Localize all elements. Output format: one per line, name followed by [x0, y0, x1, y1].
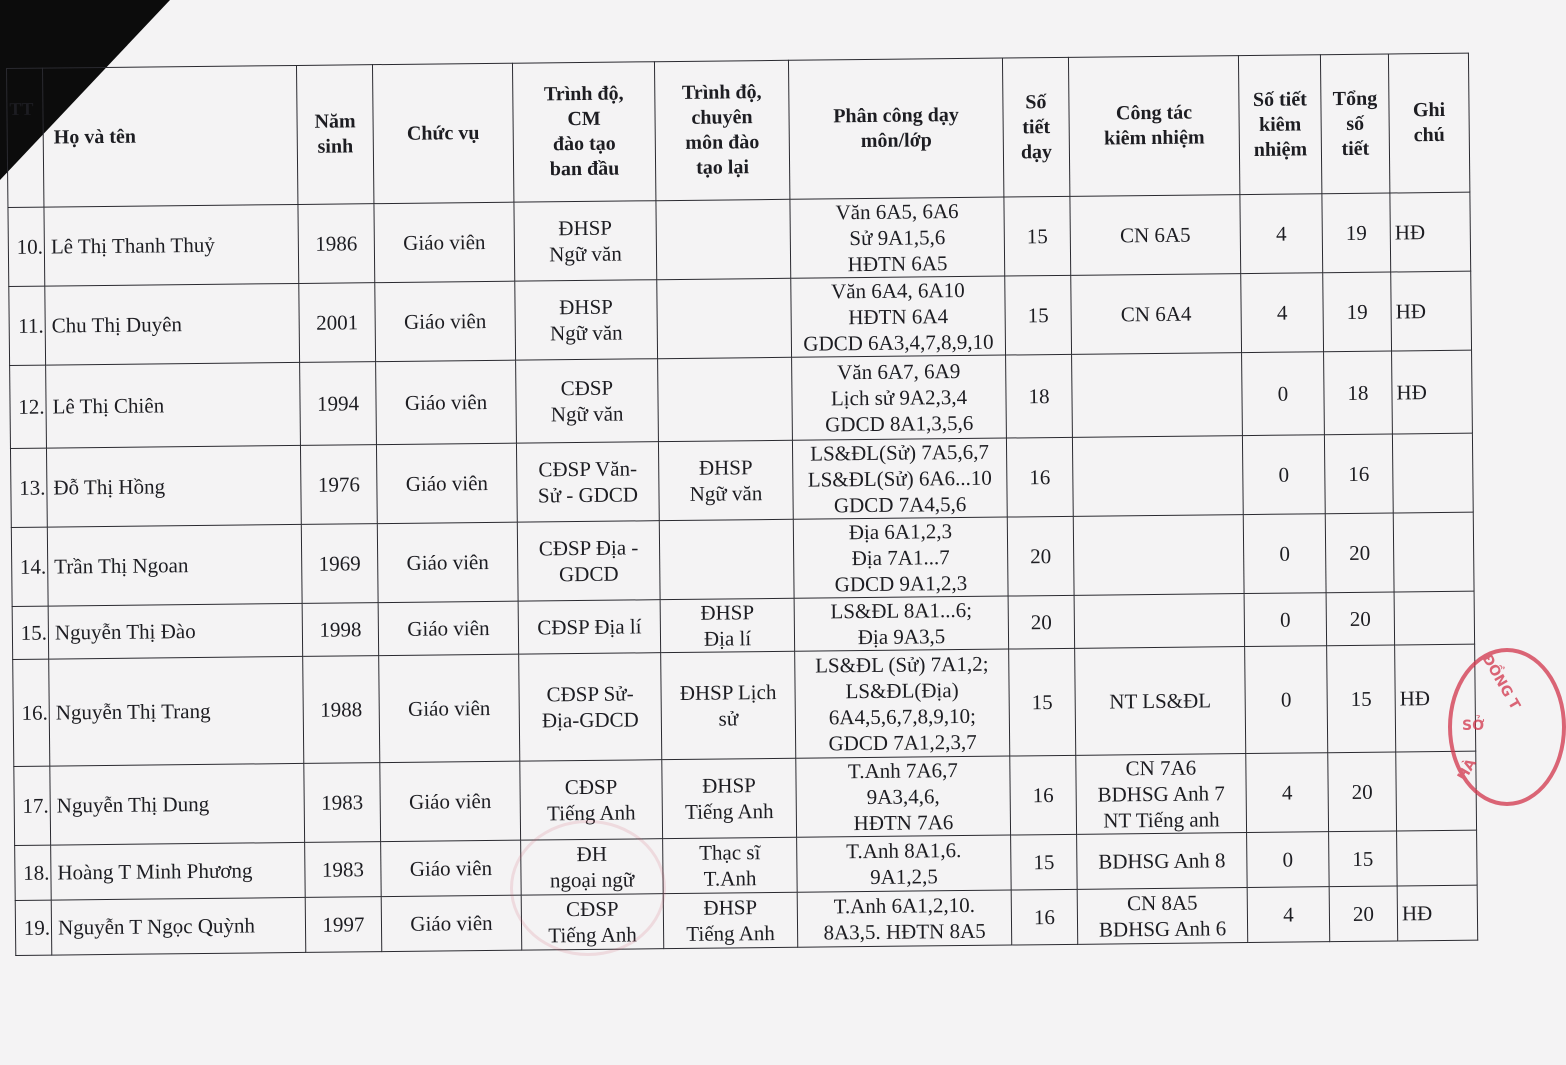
extra-duty-periods: 4	[1240, 194, 1323, 274]
total-periods: 20	[1325, 513, 1394, 593]
header-extra-duty	[1068, 56, 1239, 197]
birth-year: 1998	[302, 603, 379, 657]
total-periods: 19	[1323, 272, 1392, 352]
teaching-assignment-line: Địa 7A1...7	[851, 545, 950, 571]
extra-duty-line: BDHSG Anh 8	[1098, 848, 1226, 874]
birth-year: 1994	[300, 362, 377, 446]
qualification-line: Tiếng Anh	[546, 800, 636, 826]
position: Giáo viên	[376, 360, 517, 444]
extra-duty-periods: 0	[1243, 514, 1326, 594]
faint-seal	[510, 820, 666, 956]
teaching-assignment-line: 8A3,5. HĐTN 8A5	[823, 918, 986, 945]
qualification-line: CĐSP Địa -	[538, 535, 639, 561]
qualification	[517, 521, 660, 601]
teacher-name: Chu Thị Duyên	[45, 283, 300, 365]
extra-duty-periods: 4	[1246, 753, 1329, 833]
note	[1397, 830, 1478, 886]
red-official-seal	[1448, 648, 1566, 806]
header-assignment-line: Phân công dạy	[833, 104, 959, 128]
retrained-qualification-line: ĐHSP	[698, 455, 753, 480]
header-row	[7, 53, 1470, 207]
qualification-line: Tiếng Anh	[548, 922, 637, 948]
retrained-qualification	[661, 651, 796, 759]
total-periods: 18	[1324, 351, 1393, 435]
position: Giáo viên	[376, 443, 517, 523]
position: Giáo viên	[380, 761, 521, 841]
teaching-assignment-line: GDCD 7A1,2,3,7	[828, 729, 977, 756]
table-body	[8, 192, 1478, 955]
teacher-name: Nguyễn Thị Dung	[50, 763, 305, 845]
row-stt: 16.	[13, 659, 50, 766]
note	[1392, 433, 1473, 513]
teaching-assignment-line: HĐTN 6A5	[847, 251, 948, 277]
teaching-assignment-line: GDCD 7A4,5,6	[833, 491, 967, 518]
header-extra-periods-line: Số tiết	[1252, 87, 1307, 111]
header-extra-periods	[1238, 55, 1321, 195]
note: HĐ	[1395, 644, 1476, 752]
table-row	[13, 644, 1476, 766]
teacher-name: Lê Thị Chiên	[46, 362, 301, 448]
header-note-line: chú	[1413, 123, 1445, 147]
retrained-qualification-line: Tiếng Anh	[684, 799, 774, 824]
teaching-assignment-line: Địa 6A1,2,3	[848, 519, 953, 545]
row-stt: 11.	[9, 286, 46, 365]
extra-duty-periods: 0	[1245, 646, 1328, 754]
extra-duty	[1075, 647, 1246, 756]
table-row	[10, 350, 1473, 448]
teaching-assignment-line: HĐTN 6A4	[848, 304, 949, 330]
qualification-line: Sử - GDCD	[537, 482, 639, 508]
qualification	[514, 201, 657, 281]
teaching-assignment-line: LS&ĐL(Địa)	[845, 678, 959, 704]
row-stt: 19.	[15, 900, 52, 955]
retrained-qualification-line: ĐHSP	[703, 895, 758, 920]
qualification-line: CĐSP Sử-	[546, 681, 634, 707]
retrained-qualification	[658, 440, 793, 520]
extra-duty-line: NT LS&ĐL	[1109, 688, 1212, 714]
position: Giáo viên	[381, 840, 522, 896]
qualification	[516, 442, 659, 522]
retrained-qualification	[659, 519, 794, 599]
table-row	[9, 271, 1472, 365]
qualification-line: Ngữ văn	[549, 241, 622, 267]
qualification-line: CĐSP	[560, 375, 614, 401]
position: Giáo viên	[378, 601, 519, 655]
teacher-name: Đỗ Thị Hồng	[46, 445, 301, 527]
total-periods: 19	[1322, 193, 1391, 273]
retrained-qualification	[658, 357, 793, 441]
teaching-assignment-line: LS&ĐL 8A1...6;	[830, 597, 973, 624]
teacher-name: Lê Thị Thanh Thuỷ	[44, 204, 299, 286]
row-stt: 14.	[11, 527, 48, 606]
retrained-qualification-line: T.Anh	[703, 866, 757, 891]
teaching-assignment-line: LS&ĐL (Sử) 7A1,2;	[814, 651, 989, 678]
teaching-assignment-line: Văn 6A4, 6A10	[830, 277, 965, 304]
qualification-line: ĐH	[576, 841, 608, 867]
teaching-assignment-line: GDCD 9A1,2,3	[834, 570, 968, 597]
qualification-line: ĐHSP	[559, 294, 614, 320]
retrained-qualification-line: Địa lí	[703, 626, 752, 651]
teaching-assignment-line: Địa 9A3,5	[857, 624, 946, 650]
header-total-line: tiết	[1341, 137, 1370, 160]
teaching-assignment	[796, 756, 1011, 837]
retrained-qualification	[663, 837, 798, 893]
teacher-name: Nguyễn Thị Đào	[48, 603, 303, 659]
teaching-assignment	[797, 835, 1012, 892]
extra-duty-periods: 0	[1242, 435, 1325, 515]
seal-text-1: ĐỒNG T	[1478, 651, 1523, 713]
teaching-periods: 20	[1008, 595, 1075, 649]
header-extra-periods-line: kiêm	[1258, 112, 1302, 136]
header-birth-year	[296, 65, 373, 205]
position: Giáo viên	[374, 202, 515, 282]
birth-year: 1976	[300, 445, 377, 525]
qualification	[518, 600, 661, 654]
extra-duty	[1071, 274, 1242, 355]
qualification	[515, 280, 658, 360]
teaching-periods: 16	[1010, 755, 1077, 835]
table-row	[14, 751, 1477, 845]
retrained-qualification	[660, 598, 795, 652]
teaching-periods: 20	[1007, 516, 1074, 596]
retrained-qualification-line: sử	[718, 706, 739, 731]
row-stt: 13.	[10, 448, 47, 527]
teaching-periods: 15	[1011, 834, 1078, 890]
qualification-line: CĐSP Địa lí	[537, 614, 642, 640]
birth-year: 1983	[304, 763, 381, 843]
extra-duty-line: CN 6A5	[1119, 222, 1191, 248]
teaching-periods: 15	[1005, 275, 1072, 355]
row-stt: 18.	[15, 845, 52, 900]
extra-duty	[1072, 353, 1243, 438]
teaching-periods: 18	[1006, 354, 1073, 438]
header-periods-line: Số	[1025, 90, 1047, 113]
birth-year: 2001	[299, 283, 376, 363]
header-assignment	[788, 58, 1003, 199]
header-total	[1320, 54, 1389, 194]
extra-duty-periods: 4	[1247, 887, 1330, 943]
seal-text-3: HÀ	[1454, 756, 1480, 784]
birth-year: 1969	[301, 524, 378, 604]
total-periods: 20	[1329, 886, 1398, 942]
header-note-line: Ghi	[1412, 98, 1446, 122]
header-note	[1388, 53, 1469, 193]
header-qualification	[512, 62, 655, 202]
table-row	[10, 433, 1473, 527]
qualification-line: GDCD	[558, 561, 619, 587]
header-extra-duty-line: kiêm nhiệm	[1103, 126, 1205, 150]
teaching-assignment-line: LS&ĐL(Sử) 7A5,6,7	[810, 439, 990, 466]
birth-year: 1986	[298, 204, 375, 284]
retrained-qualification-line: ĐHSP	[700, 600, 755, 625]
qualification	[516, 359, 659, 443]
table-row	[8, 192, 1471, 286]
header-extra-periods-line: nhiệm	[1253, 137, 1308, 161]
teaching-assignment	[793, 517, 1008, 598]
teaching-assignment-line: T.Anh 8A1,6.	[846, 838, 962, 864]
birth-year: 1988	[303, 656, 380, 764]
retrained-qualification-line: Ngữ văn	[689, 481, 763, 506]
header-birth-year-line: sinh	[317, 135, 354, 158]
teaching-assignment-line: Văn 6A7, 6A9	[837, 359, 961, 385]
note: HĐ	[1391, 271, 1472, 351]
extra-duty	[1073, 515, 1244, 596]
header-total-line: số	[1346, 112, 1365, 135]
teaching-assignment	[794, 596, 1009, 651]
teaching-assignment	[797, 890, 1012, 947]
row-stt: 17.	[14, 766, 51, 845]
extra-duty-periods: 0	[1242, 352, 1325, 436]
extra-duty	[1070, 195, 1241, 276]
teaching-periods: 15	[1009, 648, 1076, 756]
teaching-assignment	[795, 649, 1010, 758]
total-periods: 15	[1327, 645, 1396, 753]
extra-duty	[1077, 888, 1248, 945]
seal-text-2: SỞ	[1462, 718, 1485, 734]
teacher-name: Nguyễn T Ngọc Quỳnh	[51, 897, 306, 955]
extra-duty-line: CN 6A4	[1120, 301, 1192, 327]
qualification	[519, 653, 662, 761]
teaching-assignment-line: T.Anh 7A6,7	[847, 758, 958, 784]
header-periods	[1002, 57, 1069, 197]
total-periods: 16	[1324, 434, 1393, 514]
header-qualification-line: CM	[567, 107, 601, 131]
note: HĐ	[1392, 350, 1473, 434]
teaching-assignment-line: T.Anh 6A1,2,10.	[833, 892, 976, 919]
header-stt: TT	[7, 68, 44, 207]
header-retrained-line: Trình độ,	[681, 81, 762, 104]
header-birth-year-line: Năm	[314, 110, 356, 133]
extra-duty-line: BDHSG Anh 7	[1097, 781, 1225, 807]
position: Giáo viên	[381, 895, 522, 951]
teaching-periods: 15	[1004, 196, 1071, 276]
qualification-line: ngoại ngữ	[549, 867, 635, 893]
retrained-qualification-line: ĐHSP	[702, 773, 757, 798]
total-periods: 20	[1326, 592, 1395, 646]
teaching-assignment-line: LS&ĐL(Sử) 6A6...10	[807, 465, 993, 492]
teaching-assignment-line: 9A1,2,5	[870, 864, 938, 889]
qualification-line: ĐHSP	[558, 215, 613, 241]
qualification-line: Ngữ văn	[550, 401, 624, 427]
qualification-line: CĐSP	[564, 774, 618, 800]
position: Giáo viên	[379, 654, 520, 762]
teacher-name: Nguyễn Thị Trang	[49, 656, 304, 766]
teaching-assignment-line: GDCD 6A3,4,7,8,9,10	[803, 329, 994, 356]
teaching-assignment-line: 9A3,4,6,	[866, 784, 940, 810]
note	[1394, 591, 1475, 645]
header-extra-duty-line: Công tác	[1115, 101, 1193, 125]
extra-duty-line: BDHSG Anh 6	[1098, 916, 1227, 942]
teaching-periods: 16	[1011, 889, 1078, 945]
teaching-assignment	[792, 355, 1007, 440]
retrained-qualification-line: Thạc sĩ	[699, 840, 761, 865]
total-periods: 20	[1328, 752, 1397, 832]
retrained-qualification-line: ĐHSP Lịch	[679, 679, 777, 705]
extra-duty-line: NT Tiếng anh	[1103, 807, 1220, 833]
note: HĐ	[1390, 192, 1471, 272]
total-periods: 15	[1329, 831, 1398, 887]
teaching-assignment-line: 6A4,5,6,7,8,9,10;	[828, 703, 976, 730]
extra-duty-line: CN 7A6	[1125, 755, 1197, 781]
row-stt: 15.	[12, 606, 49, 659]
row-stt: 12.	[10, 365, 47, 448]
extra-duty	[1077, 833, 1248, 890]
birth-year: 1997	[305, 897, 382, 953]
teacher-name: Hoàng T Minh Phương	[51, 842, 306, 900]
staff-assignment-sheet	[6, 53, 1478, 956]
teaching-assignment	[791, 276, 1006, 357]
qualification-line: Địa-GDCD	[541, 707, 639, 733]
teaching-assignment-line: HĐTN 7A6	[853, 810, 954, 836]
birth-year: 1983	[305, 842, 382, 898]
header-qualification-line: đào tạo	[552, 132, 616, 156]
qualification-line: CĐSP Văn-	[538, 456, 638, 482]
retrained-qualification-line: Tiếng Anh	[686, 920, 775, 946]
header-periods-line: tiết	[1022, 115, 1051, 138]
header-assignment-line: môn/lớp	[860, 129, 932, 153]
extra-duty-periods: 0	[1247, 832, 1330, 888]
header-qualification-line: ban đầu	[549, 157, 620, 181]
header-periods-line: dạy	[1020, 140, 1053, 163]
retrained-qualification	[656, 199, 791, 279]
teacher-name: Trần Thị Ngoan	[47, 524, 302, 606]
table-row	[11, 512, 1474, 606]
extra-duty	[1072, 436, 1243, 517]
extra-duty-line: CN 8A5	[1126, 890, 1198, 916]
header-name: Họ và tên	[43, 65, 298, 207]
header-retrained	[654, 60, 789, 200]
extra-duty	[1074, 594, 1245, 649]
position: Giáo viên	[377, 522, 518, 602]
header-position: Chức vụ	[372, 63, 513, 203]
retrained-qualification	[662, 758, 797, 838]
header-retrained-line: môn đào	[685, 131, 760, 154]
note: HĐ	[1397, 885, 1478, 941]
header-retrained-line: tạo lại	[696, 156, 750, 179]
header-retrained-line: chuyên	[691, 106, 753, 129]
teaching-assignment-line: Văn 6A5, 6A6	[835, 199, 959, 225]
extra-duty	[1076, 754, 1247, 835]
teaching-assignment	[792, 438, 1007, 519]
row-stt: 10.	[8, 207, 45, 286]
teaching-assignment	[790, 197, 1005, 278]
header-total-line: Tổng	[1332, 87, 1378, 110]
extra-duty-periods: 0	[1244, 593, 1327, 647]
header-qualification-line: Trình độ,	[543, 82, 624, 106]
note	[1393, 512, 1474, 592]
position: Giáo viên	[375, 281, 516, 361]
teaching-assignment-line: GDCD 8A1,3,5,6	[825, 410, 974, 437]
teaching-periods: 16	[1006, 437, 1073, 517]
teaching-assignment-line: Sử 9A1,5,6	[849, 225, 946, 251]
extra-duty-periods: 4	[1241, 273, 1324, 353]
teacher-assignment-table	[6, 53, 1478, 956]
retrained-qualification	[663, 892, 798, 948]
teaching-assignment-line: Lịch sử 9A2,3,4	[830, 384, 968, 411]
qualification-line: Ngữ văn	[549, 320, 623, 346]
qualification-line: CĐSP	[565, 896, 619, 922]
retrained-qualification	[657, 278, 792, 358]
